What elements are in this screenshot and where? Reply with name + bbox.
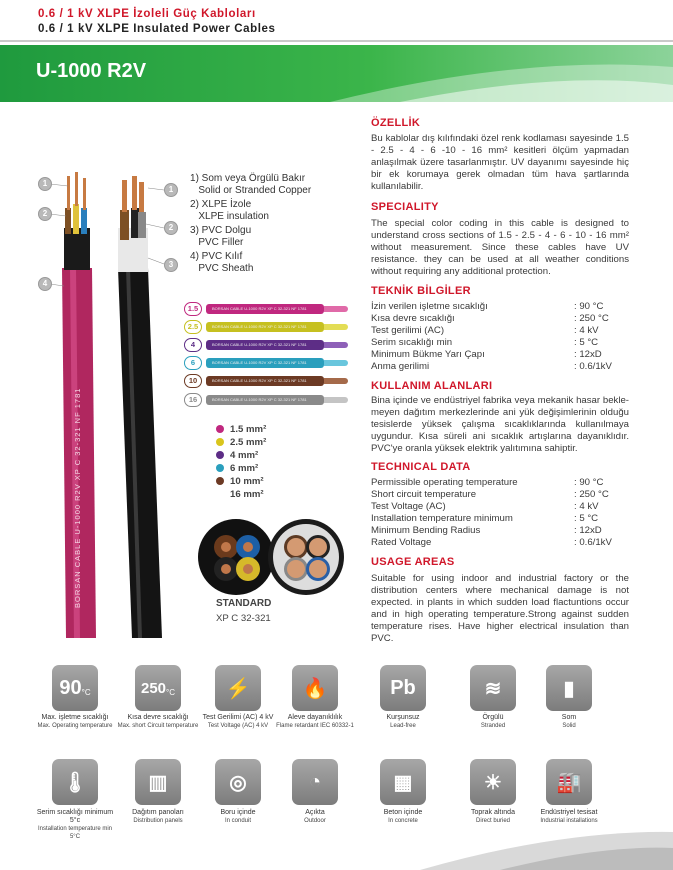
icon-caption bbox=[361, 809, 445, 825]
parts-list bbox=[190, 173, 330, 275]
variant-cable-end bbox=[324, 324, 348, 330]
test-voltage-icon bbox=[215, 665, 261, 711]
variant-cable: BORSAN CABLE U-1000 R2V XP C 32-321 NF 1781 bbox=[206, 322, 324, 332]
icon-caption bbox=[33, 714, 117, 730]
spec-value: : 12xD bbox=[574, 525, 602, 536]
icon-caption-en: Max. Operating temperature bbox=[37, 723, 113, 729]
icon-unit: °C bbox=[166, 687, 175, 697]
ozellik-heading: ÖZELLİK bbox=[371, 117, 421, 129]
spec-label: Rated Voltage bbox=[371, 537, 432, 548]
icon-caption-tr: Açıkta bbox=[305, 809, 325, 816]
cable-illustration bbox=[30, 168, 190, 648]
marker-2-left: 2 bbox=[38, 207, 52, 221]
stranded-icon bbox=[470, 665, 516, 711]
icon-caption-en: In concrete bbox=[388, 818, 418, 824]
cable-variant-row bbox=[184, 374, 364, 388]
spec-value: : 5 °C bbox=[574, 513, 599, 524]
cable-print-text: BORSAN CABLE U-1000 R2V XP C 32-321 NF 1781 bbox=[73, 387, 82, 608]
icon-caption bbox=[116, 714, 200, 730]
variant-cable-end bbox=[324, 342, 348, 348]
variant-code: 4 bbox=[184, 338, 202, 352]
legend-item bbox=[216, 450, 258, 461]
variant-cable: BORSAN CABLE U-1000 R2V XP C 32-321 NF 1781 bbox=[206, 304, 324, 314]
legend-dot bbox=[216, 490, 224, 498]
icon-caption-en: Installation temperature min 5°C bbox=[37, 826, 113, 840]
variant-code: 2.5 bbox=[184, 320, 202, 334]
icon-glyph: ▥ bbox=[148, 771, 168, 794]
icon-caption-tr: Aleve dayanıklılık bbox=[287, 714, 343, 721]
icon-caption-en: Flame retardant IEC 60332-1 bbox=[276, 723, 354, 729]
icon-caption-tr: Kısa devre sıcaklığı bbox=[127, 714, 189, 721]
usage-heading: USAGE AREAS bbox=[371, 556, 455, 568]
legend-dot bbox=[216, 451, 224, 459]
spec-value: : 5 °C bbox=[574, 337, 599, 348]
icon-glyph: ⚡ bbox=[225, 677, 251, 700]
icon-caption bbox=[451, 714, 535, 730]
icon-glyph: 🏭 bbox=[556, 771, 582, 794]
icon-caption bbox=[33, 809, 117, 841]
icon-glyph: 90 bbox=[59, 676, 82, 699]
lead-free-icon bbox=[380, 665, 426, 711]
industrial-icon bbox=[546, 759, 592, 805]
spec-label: Serim sıcaklığı min bbox=[371, 337, 453, 348]
product-name: U-1000 R2V bbox=[36, 60, 147, 82]
legend-label: 4 mm² bbox=[230, 450, 259, 461]
legend-item bbox=[216, 476, 264, 487]
spec-label: Minimum Bending Radius bbox=[371, 525, 481, 536]
legend-dot bbox=[216, 477, 224, 485]
variant-cable: BORSAN CABLE U-1000 R2V XP C 32-321 NF 1781 bbox=[206, 358, 324, 368]
legend-label: 2.5 mm² bbox=[230, 437, 267, 448]
cross-section-images bbox=[196, 517, 346, 597]
icon-caption bbox=[273, 809, 357, 825]
icon-caption-tr: Endüstriyel tesisat bbox=[540, 809, 598, 816]
icon-glyph: ◎ bbox=[229, 771, 247, 794]
icon-glyph: 250 bbox=[140, 679, 167, 697]
icon-caption-tr: Som bbox=[561, 714, 577, 721]
spec-value: : 90 °C bbox=[574, 477, 604, 488]
legend-dot bbox=[216, 425, 224, 433]
in-conduit-icon bbox=[215, 759, 261, 805]
icon-caption-en: Lead-free bbox=[390, 723, 416, 729]
icon-caption bbox=[196, 809, 280, 825]
title-english: 0.6 / 1 kV XLPE Insulated Power Cables bbox=[38, 23, 276, 35]
variant-cable: BORSAN CABLE U-1000 R2V XP C 32-321 NF 1781 bbox=[206, 340, 324, 350]
icon-caption bbox=[361, 714, 445, 730]
icon-caption-en: Distribution panels bbox=[133, 818, 183, 824]
icon-caption-en: Stranded bbox=[480, 723, 506, 729]
spec-label: Anma gerilimi bbox=[371, 361, 430, 372]
marker-4-left: 4 bbox=[38, 277, 52, 291]
icon-glyph: 🔥 bbox=[302, 677, 328, 700]
marker-3-right: 3 bbox=[164, 258, 178, 272]
spec-label: Short circuit temperature bbox=[371, 489, 477, 500]
spec-label: Kısa devre sıcaklığı bbox=[371, 313, 455, 324]
variant-cable-end bbox=[324, 360, 348, 366]
spec-value: : 12xD bbox=[574, 349, 602, 360]
spec-label: İzin verilen işletme sıcaklığı bbox=[371, 301, 488, 312]
spec-value: : 0.6/1kV bbox=[574, 361, 612, 372]
icon-glyph: ▮ bbox=[563, 677, 575, 700]
standard-label: STANDARD bbox=[216, 598, 272, 609]
variant-cable-end bbox=[324, 397, 348, 403]
variant-code: 16 bbox=[184, 393, 202, 407]
spec-value: : 4 kV bbox=[574, 501, 599, 512]
legend-item bbox=[216, 463, 258, 474]
teknik-heading: TEKNİK BİLGİLER bbox=[371, 285, 471, 297]
part-1: 1) Som veya Örgülü Bakır Solid or Stranded Copper bbox=[190, 173, 312, 196]
cable-variant-row bbox=[184, 356, 364, 370]
icon-caption-tr: Boru içinde bbox=[220, 809, 256, 816]
icon-caption bbox=[527, 714, 611, 730]
legend-item bbox=[216, 437, 266, 448]
icon-caption-tr: Beton içinde bbox=[383, 809, 423, 816]
variant-cable: BORSAN CABLE U-1000 R2V XP C 32-321 NF 1781 bbox=[206, 376, 324, 386]
icon-caption bbox=[273, 714, 357, 730]
icon-caption-en: Direct buried bbox=[475, 818, 510, 824]
kullanim-heading: KULLANIM ALANLARI bbox=[371, 380, 493, 392]
title-turkish: 0.6 / 1 kV XLPE İzoleli Güç Kabloları bbox=[38, 8, 256, 20]
short-circuit-temp-icon bbox=[135, 665, 181, 711]
icon-caption-tr: Dağıtım panoları bbox=[132, 809, 184, 816]
operating-temp-icon bbox=[52, 665, 98, 711]
legend-item bbox=[216, 489, 264, 500]
install-temp-icon bbox=[52, 759, 98, 805]
technical-heading: TECHNICAL DATA bbox=[371, 461, 471, 473]
icon-caption-tr: Kurşunsuz bbox=[386, 714, 420, 721]
icon-caption-tr: Serim sıcaklığı minimum 5°c bbox=[36, 809, 114, 824]
spec-label: Permissible operating temperature bbox=[371, 477, 518, 488]
variant-code: 1.5 bbox=[184, 302, 202, 316]
part-4: 4) PVC Kılıf PVC Sheath bbox=[190, 251, 254, 274]
marker-1-right: 1 bbox=[164, 183, 178, 197]
legend-dot bbox=[216, 438, 224, 446]
speciality-text: The special color coding in this cable is designed to understand cross sections of 1.5 - 2.5 - 4 - 6 - 10 - 16 mm² without measurement. Since these cables have UV resistance. they can be used at all weather conditions without requiring any additional protection. bbox=[371, 218, 629, 277]
marker-1-left: 1 bbox=[38, 177, 52, 191]
cable-variant-row bbox=[184, 338, 364, 352]
icon-caption-en: Industrial installations bbox=[540, 818, 598, 824]
spec-value: : 90 °C bbox=[574, 301, 604, 312]
icon-caption-tr: Test Gerilimi (AC) 4 kV bbox=[202, 714, 274, 721]
marker-2-right: 2 bbox=[164, 221, 178, 235]
icon-caption-en: In conduit bbox=[224, 818, 252, 824]
icon-glyph: ▦ bbox=[393, 771, 413, 794]
outdoor-icon bbox=[292, 759, 338, 805]
icon-glyph: ◔ bbox=[308, 770, 322, 793]
in-concrete-icon bbox=[380, 759, 426, 805]
icon-caption-en: Max. short Circuit temperature bbox=[117, 723, 199, 729]
icon-caption-tr: Max. işletme sıcaklığı bbox=[41, 714, 109, 721]
flame-retardant-icon bbox=[292, 665, 338, 711]
distribution-panels-icon bbox=[135, 759, 181, 805]
variant-code: 6 bbox=[184, 356, 202, 370]
icon-glyph: Pb bbox=[390, 676, 416, 699]
variant-cable-end bbox=[324, 378, 348, 384]
icon-glyph: ☀ bbox=[484, 771, 502, 794]
icon-caption-tr: Toprak altında bbox=[471, 809, 515, 816]
spec-label: Minimum Bükme Yarı Çapı bbox=[371, 349, 485, 360]
part-3: 3) PVC Dolgu PVC Filler bbox=[190, 225, 252, 248]
spec-value: : 250 °C bbox=[574, 489, 609, 500]
icon-glyph: 🌡 bbox=[62, 771, 88, 794]
speciality-heading: SPECIALITY bbox=[371, 201, 439, 213]
spec-value: : 0.6/1kV bbox=[574, 537, 612, 548]
icon-caption bbox=[116, 809, 200, 825]
legend-item bbox=[216, 424, 266, 435]
legend-dot bbox=[216, 464, 224, 472]
icon-caption-en: Test Voltage (AC) 4 kV bbox=[207, 723, 269, 729]
spec-label: Test gerilimi (AC) bbox=[371, 325, 445, 336]
direct-buried-icon bbox=[470, 759, 516, 805]
usage-text: Suitable for using indoor and industrial factory or the distribution centers where mechanical damage is not expected. in plants in which sudden load flactuntions occur and in high operating temperature.Strong against sudden temperature rises. Have higher electrical insulation than PVC. bbox=[371, 573, 629, 644]
icon-caption bbox=[527, 809, 611, 825]
spec-value: : 4 kV bbox=[574, 325, 599, 336]
variant-cable-end bbox=[324, 306, 348, 312]
spec-label: Installation temperature minimum bbox=[371, 513, 513, 524]
legend-label: 6 mm² bbox=[230, 463, 259, 474]
cable-variant-row bbox=[184, 302, 364, 316]
icon-glyph: ≋ bbox=[484, 677, 502, 700]
variant-cable: BORSAN CABLE U-1000 R2V XP C 32-321 NF 1781 bbox=[206, 395, 324, 405]
icon-caption-en: Outdoor bbox=[304, 818, 326, 824]
icon-caption-tr: Örgülü bbox=[482, 714, 504, 721]
spec-label: Test Voltage (AC) bbox=[371, 501, 446, 512]
variant-code: 10 bbox=[184, 374, 202, 388]
standard-code: XP C 32-321 bbox=[216, 613, 271, 624]
icon-caption bbox=[451, 809, 535, 825]
solid-icon bbox=[546, 665, 592, 711]
ozellik-text: Bu kablolar dış kılıfındaki özel renk kodlaması sayesinde 1.5 - 2.5 - 4 - 6 -10 - 16 mm² kesitleri ölçüm yapmadan anlaşılmak üzere tasarlanmıştır. UV dayanımı sayesinde hiç bir ek korumaya gerek olmadan tüm hava şartlarında kullanılabilir. bbox=[371, 133, 629, 192]
legend-label: 10 mm² bbox=[230, 476, 264, 487]
icon-caption bbox=[196, 714, 280, 730]
header-divider bbox=[0, 40, 673, 42]
cable-variant-row bbox=[184, 320, 364, 334]
cable-variant-row bbox=[184, 393, 364, 407]
kullanim-text: Bina içinde ve endüstriyel fabrika veya mekanik hasar bekle-meyen dağıtım merkezlerinde ani yük değişimlerinin olduğu tesislerde yüksek çalışma sıcaklıklarında kullanılmaya uygundur. Kısa süreli ani sıcaklık artışlarına dayanıklıdır. PVC'ye oranla yüksek elektrik yalıtımına sahiptir. bbox=[371, 395, 629, 454]
icon-caption-en: Solid bbox=[562, 723, 576, 729]
icon-unit: °C bbox=[81, 687, 91, 697]
part-2: 2) XLPE İzole XLPE insulation bbox=[190, 199, 269, 222]
spec-value: : 250 °C bbox=[574, 313, 609, 324]
legend-label: 16 mm² bbox=[230, 489, 264, 500]
legend-label: 1.5 mm² bbox=[230, 424, 267, 435]
